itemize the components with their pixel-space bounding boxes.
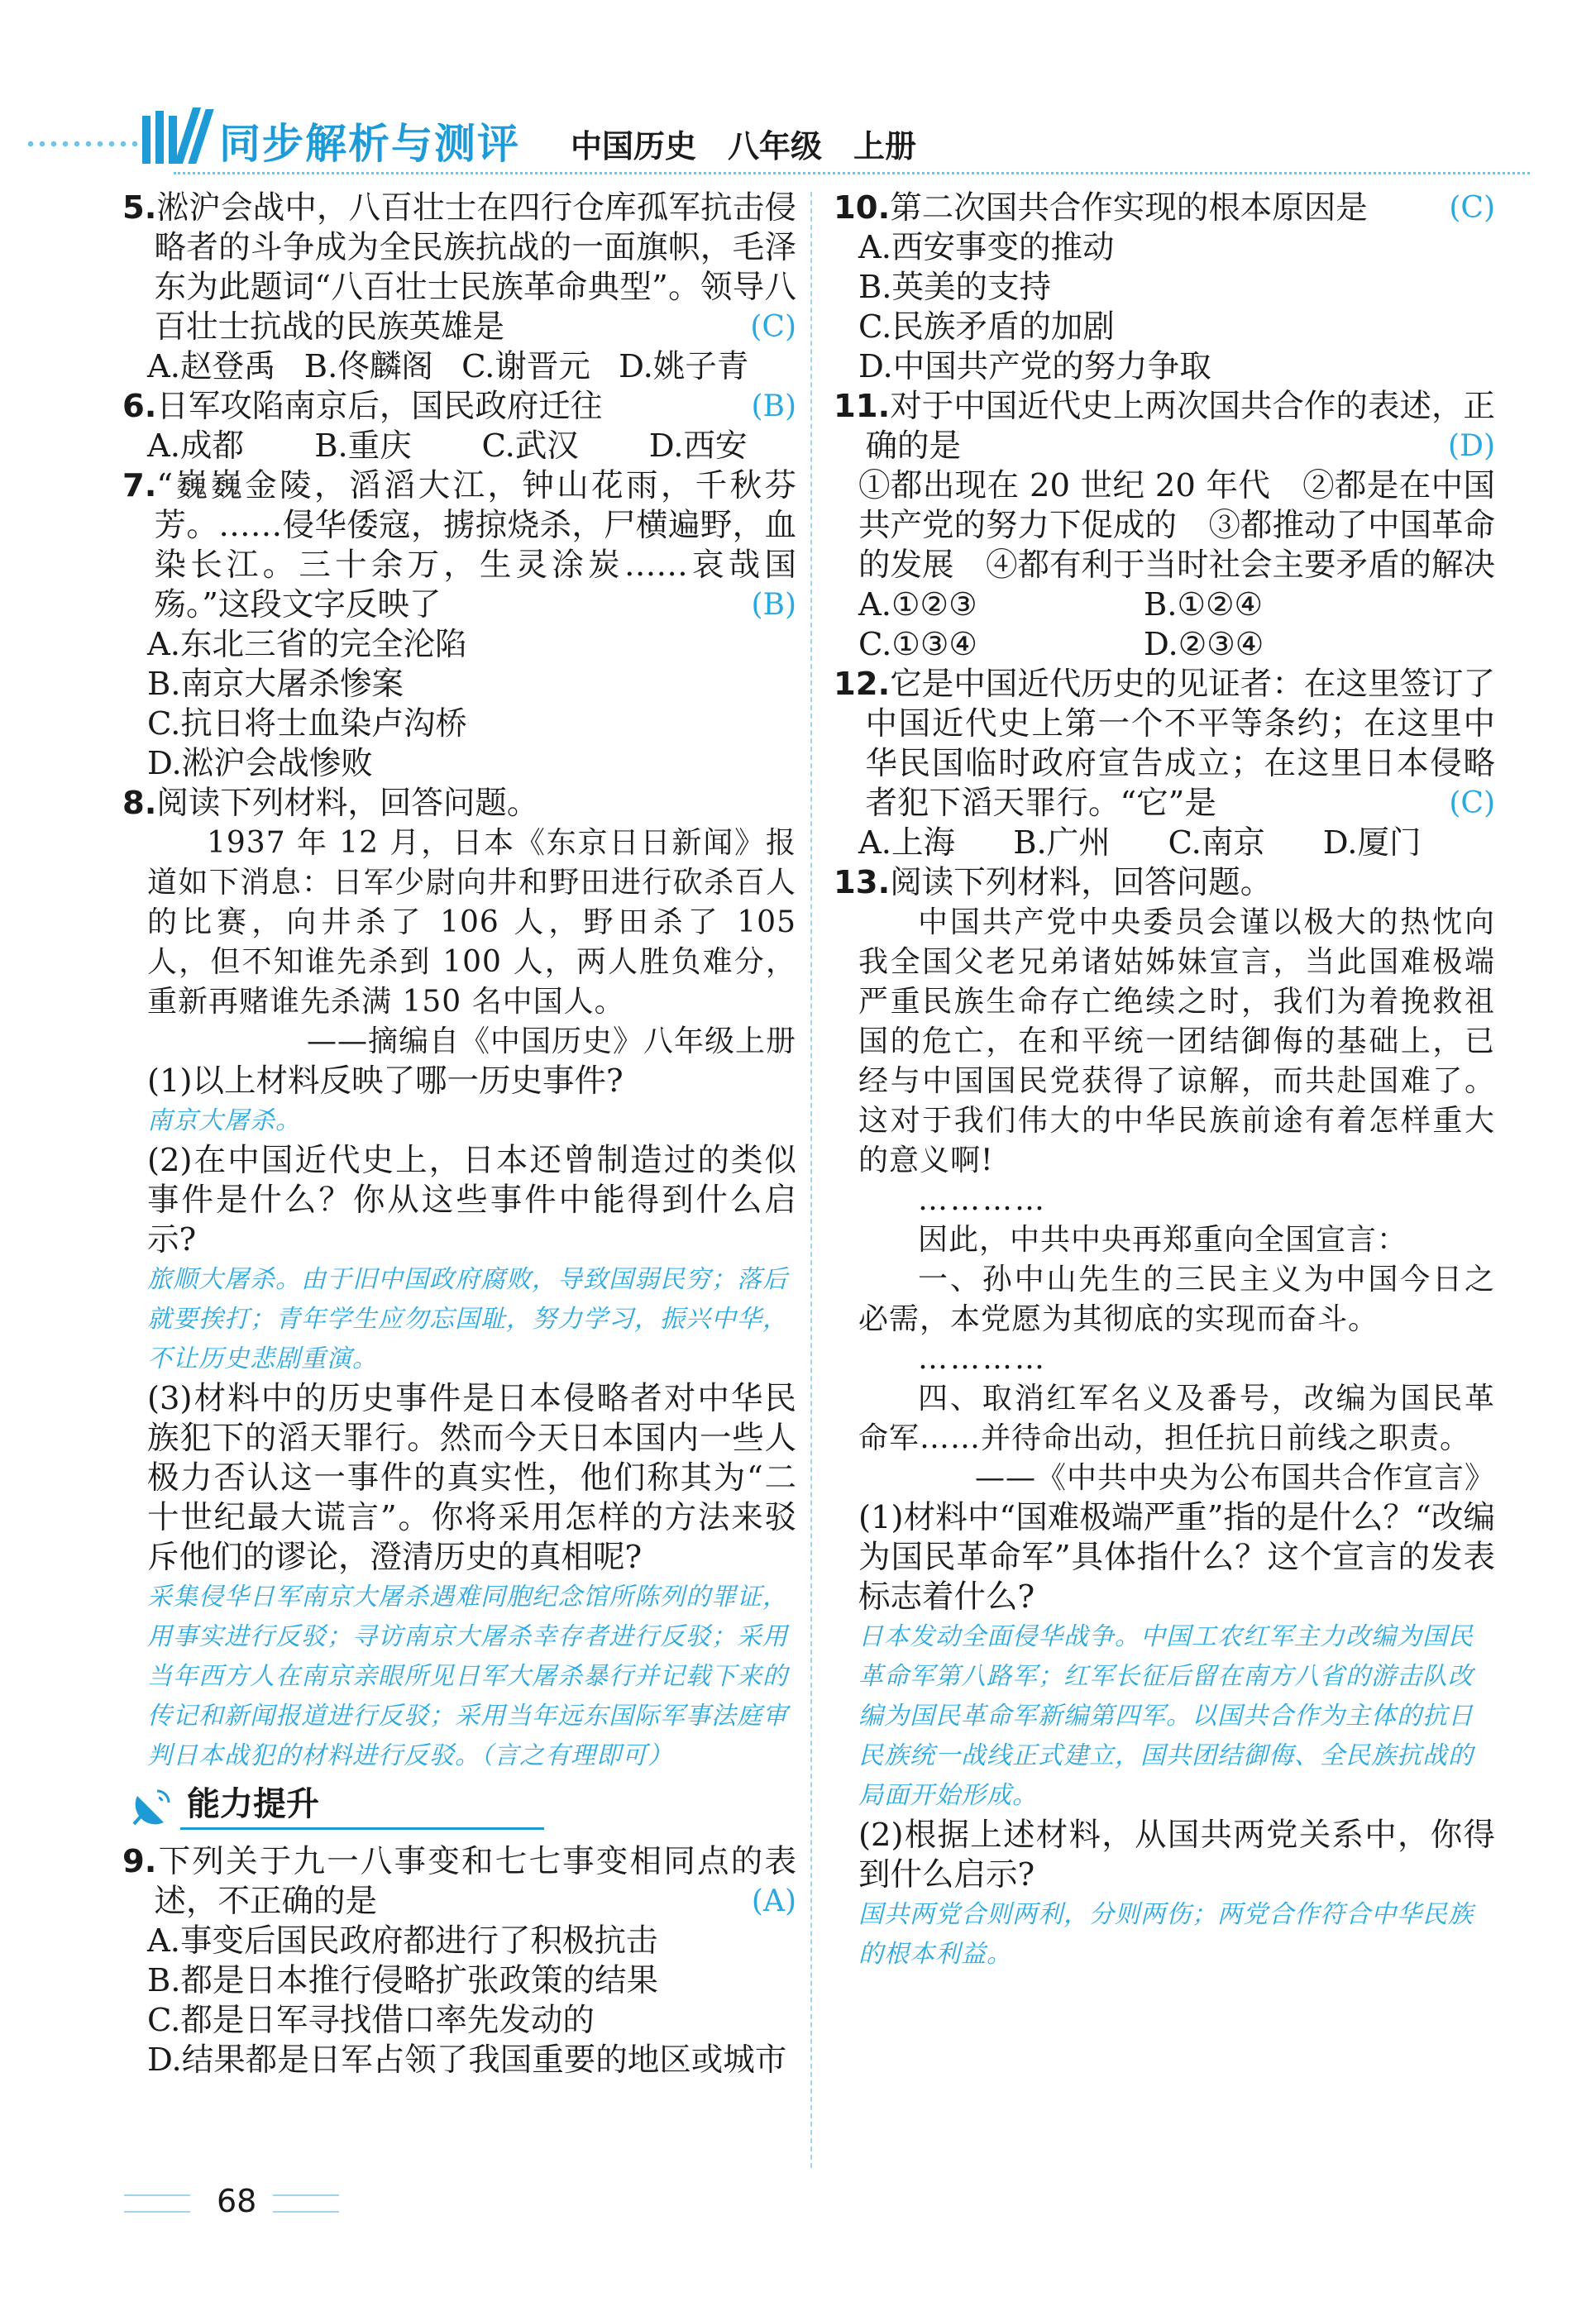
option-d: D.中国共产党的努力争取 [858, 348, 1211, 385]
right-column [834, 189, 1495, 1975]
options-row [122, 427, 796, 466]
question-7 [122, 466, 796, 784]
header-divider [174, 172, 1530, 174]
question-stem: 阅读下列材料，回答问题。 [890, 864, 1273, 901]
option-c: C.①③④ [858, 626, 977, 663]
question-5 [122, 189, 796, 387]
passage-paragraph-1: 中国共产党中央委员会谨以极大的热忱向我全国父老兄弟诸姑姊妹宣言，当此国难极端严重民族生命存亡绝续之时，我们为着挽救祖国的危亡，在和平统一团结御侮的基础上，已经与中国国民党获得了谅解，而共赴国难了。这对于我们伟大的中华民族前途有着怎样重大的意义啊! [858, 905, 1495, 1177]
options-row [122, 347, 796, 387]
question-13 [834, 863, 1495, 1975]
question-stem: 下列关于九一八事变和七七事变相同点的表述，不正确的是 [154, 1843, 796, 1920]
option-c: C.武汉 [481, 427, 579, 465]
passage-paragraph-4: 四、取消红军名义及番号，改编为国民革命军……并待命出动，担任抗日前线之职责。 [858, 1382, 1495, 1455]
handwritten-answer-3: 采集侵华日军南京大屠杀遇难同胞纪念馆所陈列的罪证，用事实进行反驳；寻访南京大屠杀幸存者进行反驳；采用当年西方人在南京亲眼所见日军大屠杀暴行并记载下来的传记和新闻报道进行反驳；采用当年远东国际军事法庭审判日本战犯的材料进行反驳。（言之有理即可） [147, 1583, 788, 1770]
section-underline [180, 1827, 544, 1830]
answer-mark: (D) [1448, 429, 1495, 463]
option-c: C.民族矛盾的加剧 [858, 308, 1115, 346]
answer-mark: (B) [751, 389, 796, 423]
question-number: 9. [122, 1843, 157, 1880]
sub-question-2: (2)在中国近代史上，日本还曾制造过的类似事件是什么？你从这些事件中能得到什么启示? [147, 1142, 796, 1258]
question-number: 13. [834, 864, 891, 901]
reading-passage [834, 903, 1495, 1498]
page-header [25, 99, 1513, 174]
option-b: B.南京大屠杀惨案 [147, 666, 404, 703]
section-header [122, 1781, 796, 1839]
question-stem: 淞沪会战中，八百壮士在四行仓库孤军抗击侵略者的斗争成为全民族抗战的一面旗帜，毛泽东为此题词“八百壮士民族革命典型”。领导八百壮士抗战的民族英雄是 [154, 189, 796, 346]
option-d: D.姚子青 [619, 348, 749, 385]
option-a: A.①②③ [858, 586, 977, 623]
option-c: C.都是日军寻找借口率先发动的 [147, 2002, 595, 2039]
question-number: 7. [122, 467, 157, 504]
section-title: 能力提升 [187, 1785, 319, 1823]
header-dots-decoration [25, 139, 157, 149]
question-6 [122, 387, 796, 466]
handwritten-answer-2: 国共两党合则两利，分则两伤；两党合作符合中华民族的根本利益。 [858, 1900, 1474, 1969]
option-b: B.英美的支持 [858, 269, 1052, 306]
answer-mark: (B) [751, 588, 796, 622]
question-12 [834, 665, 1495, 863]
satellite-dish-icon [129, 1784, 175, 1831]
answer-mark: (A) [751, 1884, 796, 1918]
question-11 [834, 387, 1495, 665]
question-stem: 阅读下列材料，回答问题。 [156, 785, 539, 822]
option-c: C.抗日将士血染卢沟桥 [147, 705, 467, 743]
sub-question-1: (1)材料中“国难极端严重”指的是什么？“改编为国民革命军”具体指什么？这个宣言的发表标志着什么? [858, 1499, 1495, 1616]
subject-label: 中国历史 八年级 上册 [571, 128, 917, 165]
passage-source: ——《中共中央为公布国共合作宣言》 [974, 1461, 1495, 1495]
option-a: A.东北三省的完全沦陷 [147, 626, 467, 663]
question-number: 5. [122, 189, 157, 227]
option-a: A.西安事变的推动 [858, 229, 1115, 266]
handwritten-answer-1: 日本发动全面侵华战争。中国工农红军主力改编为国民革命军第八路军；红军长征后留在南方八省的游击队改编为国民革命军新编第四军。以国共合作为主体的抗日民族统一战线正式建立，国共团结御侮、全民族抗战的局面开始形成。 [858, 1622, 1474, 1810]
answer-mark: (C) [1449, 786, 1495, 820]
option-b: B.佟麟阁 [303, 348, 433, 385]
option-b: B.广州 [1013, 824, 1111, 862]
option-d: D.结果都是日军占领了我国重要的地区或城市 [147, 2041, 787, 2079]
passage-paragraph-3: 一、孙中山先生的三民主义为中国今日之必需，本党愿为其彻底的实现而奋斗。 [858, 1263, 1495, 1336]
option-c: C.南京 [1168, 824, 1265, 862]
question-stem: “巍巍金陵，滔滔大江，钟山花雨，千秋芬芳。……侵华倭寇，掳掠烧杀，尸横遍野，血染长江。三十余万，生灵涂炭……哀哉国殇。”这段文字反映了 [154, 467, 796, 623]
page-number: 68 [217, 2183, 257, 2219]
passage-text: 1937 年 12 月，日本《东京日日新闻》报道如下消息：日军少尉向井和野田进行砍杀百人的比赛，向井杀了 106 人，野田杀了 105 人，但不知谁先杀到 100 人，两人胜负难分，重新再赌谁先杀满 150 名中国人。 [147, 826, 796, 1019]
reading-passage [122, 824, 796, 1062]
option-b: B.重庆 [314, 427, 412, 465]
footer-decoration-right [273, 2194, 339, 2213]
passage-ellipsis-1: ………… [918, 1183, 1047, 1217]
answer-mark: (C) [1449, 191, 1495, 225]
question-10 [834, 189, 1495, 387]
passage-paragraph-2: 因此，中共中央再郑重向全国宣言： [918, 1223, 1408, 1257]
question-stem: 日军攻陷南京后，国民政府迁往 [156, 388, 603, 425]
sub-question-1: (1)以上材料反映了哪一历史事件? [147, 1062, 624, 1100]
footer-decoration-left [124, 2194, 190, 2213]
option-d: D.西安 [648, 427, 748, 465]
passage-ellipsis-2: ………… [918, 1342, 1047, 1376]
option-a: A.事变后国民政府都进行了积极抗击 [147, 1922, 658, 1960]
option-c: C.谢晋元 [461, 348, 590, 385]
options-row [834, 824, 1495, 863]
options-grid [834, 585, 1495, 665]
question-number: 11. [834, 388, 891, 425]
question-stem: 它是中国近代历史的见证者：在这里签订了中国近代史上第一个不平等条约；在这里中华民国临时政府宣告成立；在这里日本侵略者犯下滔天罪行。“它”是 [865, 666, 1495, 822]
option-a: A.上海 [858, 824, 956, 862]
option-d: D.厦门 [1322, 824, 1422, 862]
question-8 [122, 784, 796, 1776]
sub-question-3: (3)材料中的历史事件是日本侵略者对中华民族犯下的滔天罪行。然而今天日本国内一些人极力否认这一事件的真实性，他们称其为“二十世纪最大谎言”。你将采用怎样的方法来驳斥他们的谬论，澄清历史的真相呢? [147, 1380, 796, 1576]
question-number: 8. [122, 785, 157, 822]
option-d: D.②③④ [1144, 626, 1264, 663]
passage-source: ——摘编自《中国历史》八年级上册 [306, 1024, 796, 1058]
books-logo-icon [139, 106, 213, 164]
question-number: 12. [834, 666, 891, 703]
page-footer [124, 2183, 372, 2224]
question-number: 6. [122, 388, 157, 425]
option-b: B.都是日本推行侵略扩张政策的结果 [147, 1962, 659, 1999]
column-divider [810, 192, 812, 2168]
answer-mark: (C) [750, 310, 796, 344]
handwritten-answer-2: 旅顺大屠杀。由于旧中国政府腐败，导致国弱民穷；落后就要挨打；青年学生应勿忘国耻，努力学习，振兴中华，不让历史悲剧重演。 [147, 1265, 788, 1373]
question-stem: 第二次国共合作实现的根本原因是 [890, 189, 1368, 227]
statement-list: ①都出现在 20 世纪 20 年代 ②都是在中国共产党的努力下促成的 ③都推动了中国革命的发展 ④都有利于当时社会主要矛盾的解决 [858, 467, 1496, 584]
option-d: D.淞沪会战惨败 [147, 745, 373, 782]
option-a: A.赵登禹 [147, 348, 276, 385]
question-stem: 对于中国近代史上两次国共合作的表述，正确的是 [865, 388, 1495, 465]
sub-question-2: (2)根据上述材料，从国共两党关系中，你得到什么启示? [858, 1817, 1495, 1893]
series-title: 同步解析与测评 [219, 120, 520, 168]
handwritten-answer-1: 南京大屠杀。 [147, 1106, 301, 1135]
left-column [122, 189, 796, 2080]
option-b: B.①②④ [1144, 586, 1264, 623]
option-a: A.成都 [147, 427, 245, 465]
question-9 [122, 1842, 796, 2080]
question-number: 10. [834, 189, 891, 227]
